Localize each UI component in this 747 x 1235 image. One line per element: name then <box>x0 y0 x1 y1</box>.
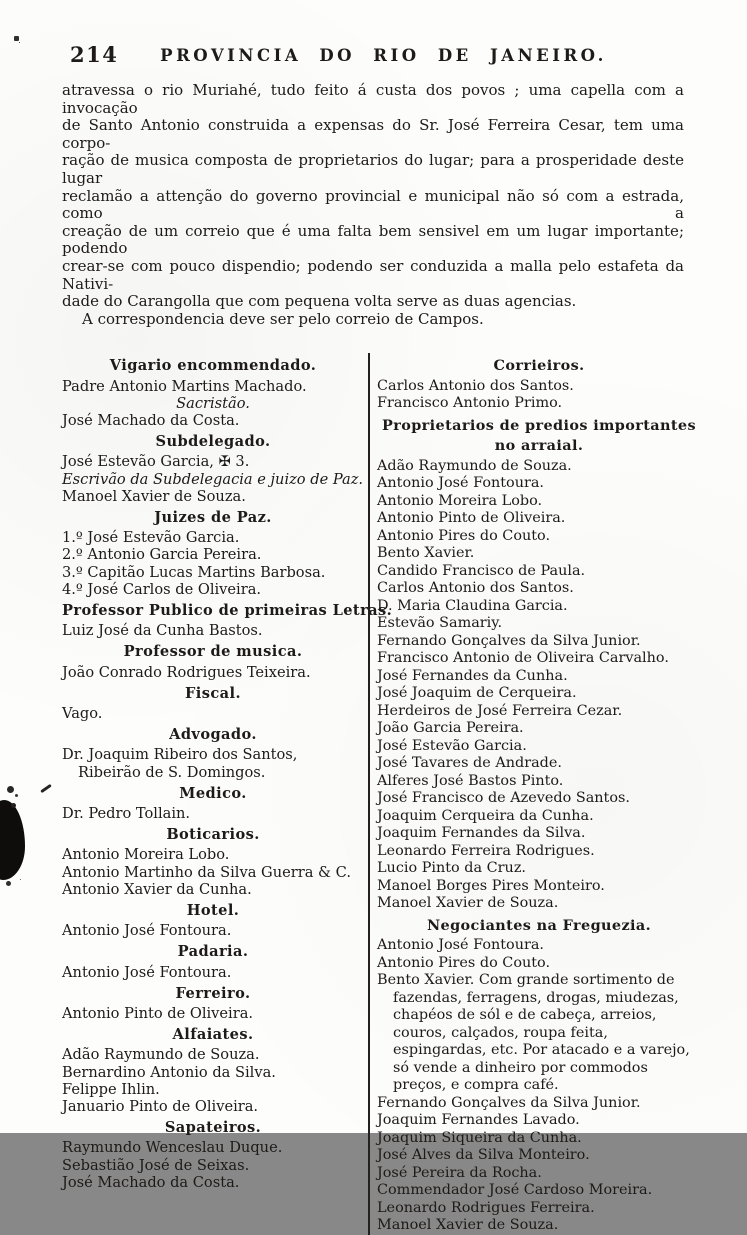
directory-entry: Joaquim Fernandes Lavado. <box>377 1112 580 1129</box>
section-heading: Vigario encommendado. <box>109 357 317 375</box>
directory-entry: Manoel Xavier de Souza. <box>62 487 246 505</box>
directory-entry: Lucio Pinto da Cruz. <box>377 860 526 877</box>
directory-entry: Adão Raymundo de Souza. <box>377 457 572 474</box>
directory-entry: Bento Xavier. Com grande sortimento de fazendas, ferragens, drogas, miudezas, chapéos de sól e de cabeça, arreios, couros, calçados, roupa feita, espingardas, etc. Por atacado e a varejo, só vende a dinheiro por commodos preços, e compra café. <box>377 972 690 1094</box>
directory-entry: Luiz José da Cunha Bastos. <box>62 622 263 640</box>
section-heading: Professor Publico de primeiras Letras. <box>62 601 393 619</box>
directory-entry: Carlos Antonio dos Santos. <box>377 377 574 394</box>
directory-entry: Antonio José Fontoura. <box>377 475 545 492</box>
section-heading: Padaria. <box>177 943 249 961</box>
directory-entry: Sebastião José de Seixas. <box>62 1156 250 1174</box>
section-heading: Fiscal. <box>185 684 241 702</box>
section-heading: Professor de musica. <box>123 643 303 661</box>
paragraph-line: ração de musica composta de proprietarios do lugar; para a prosperidade deste lugar <box>62 151 684 187</box>
directory-entry: 3.º Capitão Lucas Martins Barbosa. <box>62 563 326 581</box>
directory-entry: Dr. Joaquim Ribeiro dos Santos, Ribeirão de S. Domingos. <box>62 746 298 781</box>
section-heading: Sapateiros. <box>164 1119 262 1137</box>
directory-entry: Commendador José Cardoso Moreira. <box>377 1182 653 1199</box>
directory-entry: Antonio Pinto de Oliveira. <box>377 510 566 527</box>
directory-entry: João Garcia Pereira. <box>377 720 524 737</box>
directory-entry: Joaquim Cerqueira da Cunha. <box>377 807 594 824</box>
directory-entry: José Fernandes da Cunha. <box>377 667 568 684</box>
directory-entry: Januario Pinto de Oliveira. <box>62 1098 259 1116</box>
directory-columns <box>62 353 701 1235</box>
directory-column-right <box>368 353 701 1235</box>
section-heading: Ferreiro. <box>175 984 251 1002</box>
directory-entry: Antonio José Fontoura. <box>62 963 232 981</box>
directory-entry: Bento Xavier. <box>377 545 475 562</box>
directory-entry: José Machado da Costa. <box>62 1173 240 1191</box>
directory-entry: Carlos Antonio dos Santos. <box>377 580 574 597</box>
directory-entry: Raymundo Wenceslau Duque. <box>62 1139 283 1157</box>
paragraph-line: crear-se com pouco dispendio; podendo ser conduzida a malla pelo estafeta da Nativi- <box>62 256 684 293</box>
directory-entry: Dr. Pedro Tollain. <box>62 804 191 822</box>
section-heading: Alfaiates. <box>172 1026 254 1044</box>
intro-paragraph <box>62 82 684 328</box>
directory-entry: Antonio Pires do Couto. <box>377 527 551 544</box>
directory-entry: Manoel Borges Pires Monteiro. <box>377 877 605 894</box>
paragraph-line: dade do Carangolla que com pequena volta serve as duas agencias. <box>62 292 577 311</box>
directory-entry: Antonio Pinto de Oliveira. <box>62 1005 254 1023</box>
directory-entry: José Francisco de Azevedo Santos. <box>377 790 630 807</box>
directory-entry: Antonio Moreira Lobo. <box>62 846 230 864</box>
page-number: 214 <box>70 42 119 67</box>
paragraph-line: de Santo Antonio construida a expensas do Sr. José Ferreira Cesar, tem uma corpo- <box>62 116 684 152</box>
section-heading: Subdelegado. <box>155 433 271 451</box>
section-heading: no arraial. <box>494 437 584 455</box>
paragraph-line: A correspondencia deve ser pelo correio de Campos. <box>82 309 484 328</box>
directory-entry: José Estevão Garcia. <box>377 737 527 754</box>
directory-entry: Bernardino Antonio da Silva. <box>62 1063 276 1081</box>
directory-entry: Adão Raymundo de Souza. <box>62 1046 260 1064</box>
directory-entry: José Machado da Costa. <box>62 411 240 429</box>
directory-entry: Manoel Xavier de Souza. <box>377 895 559 912</box>
directory-entry: Francisco Antonio de Oliveira Carvalho. <box>377 650 669 667</box>
section-heading: Proprietarios de predios importantes <box>382 416 696 434</box>
directory-entry: Herdeiros de José Ferreira Cezar. <box>377 702 623 719</box>
directory-entry: Padre Antonio Martins Machado. <box>62 377 307 395</box>
directory-entry: Fernando Gonçalves da Silva Junior. <box>377 632 641 649</box>
directory-column-left <box>62 353 393 1191</box>
directory-entry: Estevão Samariy. <box>377 615 503 632</box>
directory-entry: Escrivão da Subdelegacia e juizo de Paz. <box>62 470 364 488</box>
section-heading: Hotel. <box>186 902 240 919</box>
directory-entry: Antonio Xavier da Cunha. <box>62 880 252 898</box>
section-heading: Juizes de Paz. <box>154 508 272 526</box>
directory-entry: José Alves da Silva Monteiro. <box>377 1147 590 1164</box>
directory-entry: Francisco Antonio Primo. <box>377 395 563 412</box>
directory-entry: Antonio Martinho da Silva Guerra & C. <box>62 863 351 881</box>
section-heading: Medico. <box>179 784 247 802</box>
directory-entry: Joaquim Siqueira da Cunha. <box>377 1129 582 1146</box>
directory-entry: José Joaquim de Cerqueira. <box>377 685 577 702</box>
directory-entry: Vago. <box>62 704 103 722</box>
directory-entry: Candido Francisco de Paula. <box>377 562 586 579</box>
directory-entry: 4.º José Carlos de Oliveira. <box>62 580 262 598</box>
section-heading: Negociantes na Freguezia. <box>426 916 652 934</box>
directory-entry: Manoel Xavier de Souza. <box>377 1217 559 1234</box>
section-heading: Advogado. <box>169 726 257 744</box>
paragraph-line: creação de um correio que é uma falta bem sensivel em um lugar importante; podendo <box>62 221 684 258</box>
directory-entry: Felippe Ihlin. <box>62 1080 160 1098</box>
section-heading: Corrieiros. <box>493 357 585 375</box>
directory-entry: Alferes José Bastos Pinto. <box>377 772 564 789</box>
directory-entry: Antonio José Fontoura. <box>377 937 545 954</box>
directory-entry: José Tavares de Andrade. <box>377 755 562 772</box>
directory-entry: Antonio Pires do Couto. <box>377 954 551 971</box>
directory-entry: Fernando Gonçalves da Silva Junior. <box>377 1094 641 1111</box>
section-heading: Sacristão. <box>176 394 250 412</box>
section-heading: Boticarios. <box>166 826 260 844</box>
paragraph-line: reclamão a attenção do governo provincial e municipal não só com a estrada, como a <box>62 186 684 223</box>
directory-entry: 2.º Antonio Garcia Pereira. <box>62 546 262 564</box>
directory-entry: 1.º José Estevão Garcia. <box>62 529 240 547</box>
directory-entry: D. Maria Claudina Garcia. <box>377 597 568 614</box>
directory-entry: João Conrado Rodrigues Teixeira. <box>62 663 311 681</box>
directory-entry: Antonio José Fontoura. <box>62 922 232 940</box>
directory-entry: Leonardo Rodrigues Ferreira. <box>377 1199 595 1216</box>
directory-entry: Joaquim Fernandes da Silva. <box>377 825 586 842</box>
directory-entry: Antonio Moreira Lobo. <box>377 492 543 509</box>
page-title: PROVINCIA DO RIO DE JANEIRO. <box>160 46 607 65</box>
directory-entry: José Pereira da Rocha. <box>377 1164 542 1181</box>
paragraph-line: atravessa o rio Muriahé, tudo feito á custa dos povos ; uma capella com a invocação <box>62 81 684 117</box>
ink-speck <box>14 36 19 41</box>
directory-entry: Leonardo Ferreira Rodrigues. <box>377 842 595 859</box>
directory-entry: José Estevão Garcia, ✠ 3. <box>62 453 250 471</box>
